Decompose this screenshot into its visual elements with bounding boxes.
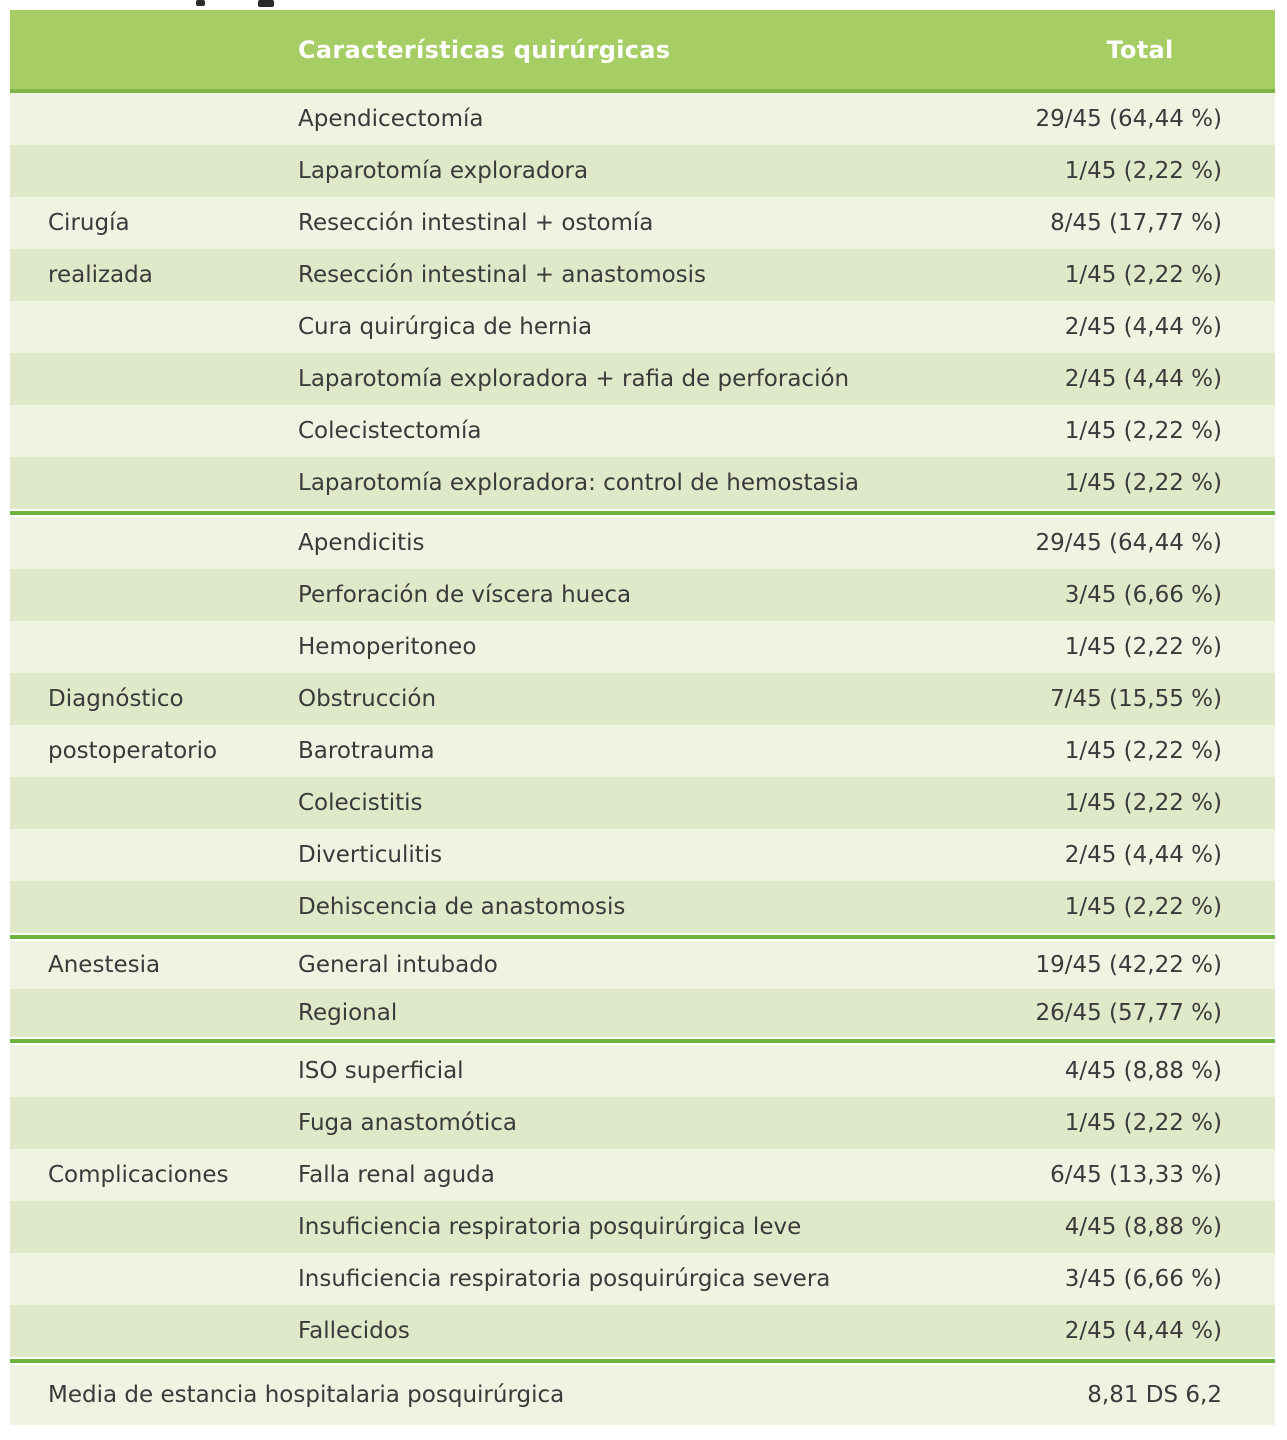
table-row	[10, 197, 1275, 249]
concept-label: Apendicectomía	[298, 106, 484, 132]
value-label: 6/45 (13,33 %)	[1050, 1162, 1222, 1188]
surgical-characteristics-table	[10, 10, 1275, 1425]
value-label: 1/45 (2,22 %)	[1064, 262, 1222, 288]
value-label: 1/45 (2,22 %)	[1064, 158, 1222, 184]
group-label-line: Anestesia	[48, 952, 161, 978]
table-row	[10, 517, 1275, 569]
table-row	[10, 941, 1275, 989]
value-label: 3/45 (6,66 %)	[1064, 582, 1222, 608]
concept-label: Resección intestinal + anastomosis	[298, 262, 707, 288]
concept-label: Insuficiencia respiratoria posquirúrgica severa	[298, 1266, 831, 1292]
section-separator	[10, 933, 1275, 941]
value-label: 19/45 (42,22 %)	[1035, 952, 1222, 978]
group-label-cell	[10, 686, 298, 712]
table-row	[10, 989, 1275, 1037]
concept-label: Colecistectomía	[298, 418, 482, 444]
summary-value: 8,81 DS 6,2	[1087, 1382, 1222, 1408]
group-label-cell	[10, 952, 298, 978]
summary-label: Media de estancia hospitalaria posquirúrgica	[48, 1382, 565, 1408]
table-row	[10, 1253, 1275, 1305]
separator-line	[10, 1039, 1275, 1043]
table-row	[10, 457, 1275, 509]
concept-label: Apendicitis	[298, 530, 425, 556]
value-label: 2/45 (4,44 %)	[1064, 366, 1222, 392]
table-row	[10, 725, 1275, 777]
value-label: 1/45 (2,22 %)	[1064, 1110, 1222, 1136]
group-label-cell	[10, 1162, 298, 1188]
group-label-cell	[10, 210, 298, 236]
column-header-total: Total	[1106, 35, 1174, 64]
group-label-line: postoperatorio	[48, 738, 218, 764]
concept-label: Laparotomía exploradora: control de hemostasia	[298, 470, 860, 496]
table-body	[10, 93, 1275, 1365]
value-label: 4/45 (8,88 %)	[1064, 1058, 1222, 1084]
table-row	[10, 1045, 1275, 1097]
concept-label: Obstrucción	[298, 686, 437, 712]
section-separator	[10, 1037, 1275, 1045]
value-label: 4/45 (8,88 %)	[1064, 1214, 1222, 1240]
summary-row	[10, 1365, 1275, 1425]
group-label-line: Diagnóstico	[48, 686, 184, 712]
table-row	[10, 93, 1275, 145]
value-label: 1/45 (2,22 %)	[1064, 418, 1222, 444]
table-row	[10, 621, 1275, 673]
table-section	[10, 93, 1275, 509]
cropped-caption-fragment	[258, 0, 274, 7]
concept-label: Perforación de víscera hueca	[298, 582, 632, 608]
concept-label: Falla renal aguda	[298, 1162, 495, 1188]
table-row	[10, 1097, 1275, 1149]
table-row	[10, 777, 1275, 829]
separator-line	[10, 511, 1275, 515]
section-separator	[10, 1357, 1275, 1365]
group-label-cell	[10, 262, 298, 288]
table-row	[10, 249, 1275, 301]
value-label: 2/45 (4,44 %)	[1064, 314, 1222, 340]
table-row	[10, 1305, 1275, 1357]
table-section	[10, 1045, 1275, 1357]
concept-label: ISO superficial	[298, 1058, 464, 1084]
value-label: 1/45 (2,22 %)	[1064, 470, 1222, 496]
concept-label: Fuga anastomótica	[298, 1110, 518, 1136]
table-row	[10, 405, 1275, 457]
section-separator	[10, 509, 1275, 517]
value-label: 2/45 (4,44 %)	[1064, 842, 1222, 868]
value-label: 8/45 (17,77 %)	[1050, 210, 1222, 236]
value-label: 1/45 (2,22 %)	[1064, 634, 1222, 660]
value-label: 7/45 (15,55 %)	[1050, 686, 1222, 712]
concept-label: Resección intestinal + ostomía	[298, 210, 654, 236]
value-label: 1/45 (2,22 %)	[1064, 894, 1222, 920]
value-label: 2/45 (4,44 %)	[1064, 1318, 1222, 1344]
value-label: 1/45 (2,22 %)	[1064, 738, 1222, 764]
table-row	[10, 353, 1275, 405]
concept-label: General intubado	[298, 952, 498, 978]
concept-label: Laparotomía exploradora	[298, 158, 589, 184]
table-row	[10, 145, 1275, 197]
concept-label: Regional	[298, 1000, 398, 1026]
table-row	[10, 301, 1275, 353]
table-row	[10, 673, 1275, 725]
value-label: 3/45 (6,66 %)	[1064, 1266, 1222, 1292]
group-label-line: Complicaciones	[48, 1162, 229, 1188]
concept-label: Colecistitis	[298, 790, 423, 816]
table-section	[10, 941, 1275, 1037]
table-row	[10, 829, 1275, 881]
table-row	[10, 1201, 1275, 1253]
table-header	[10, 10, 1275, 93]
value-label: 29/45 (64,44 %)	[1035, 106, 1222, 132]
value-label: 1/45 (2,22 %)	[1064, 790, 1222, 816]
concept-label: Diverticulitis	[298, 842, 443, 868]
separator-line	[10, 1359, 1275, 1363]
group-label-cell	[10, 738, 298, 764]
value-label: 29/45 (64,44 %)	[1035, 530, 1222, 556]
cropped-caption-fragment	[196, 0, 205, 6]
concept-label: Hemoperitoneo	[298, 634, 477, 660]
concept-label: Laparotomía exploradora + rafia de perforación	[298, 366, 850, 392]
group-label-line: Cirugía	[48, 210, 130, 236]
separator-line	[10, 935, 1275, 939]
table-row	[10, 1149, 1275, 1201]
column-header-characteristics: Características quirúrgicas	[298, 35, 671, 64]
concept-label: Dehiscencia de anastomosis	[298, 894, 626, 920]
table-row	[10, 569, 1275, 621]
group-label-line: realizada	[48, 262, 153, 288]
table-section	[10, 517, 1275, 933]
concept-label: Cura quirúrgica de hernia	[298, 314, 593, 340]
concept-label: Insuficiencia respiratoria posquirúrgica leve	[298, 1214, 802, 1240]
value-label: 26/45 (57,77 %)	[1035, 1000, 1222, 1026]
concept-label: Barotrauma	[298, 738, 435, 764]
table-row	[10, 881, 1275, 933]
concept-label: Fallecidos	[298, 1318, 410, 1344]
